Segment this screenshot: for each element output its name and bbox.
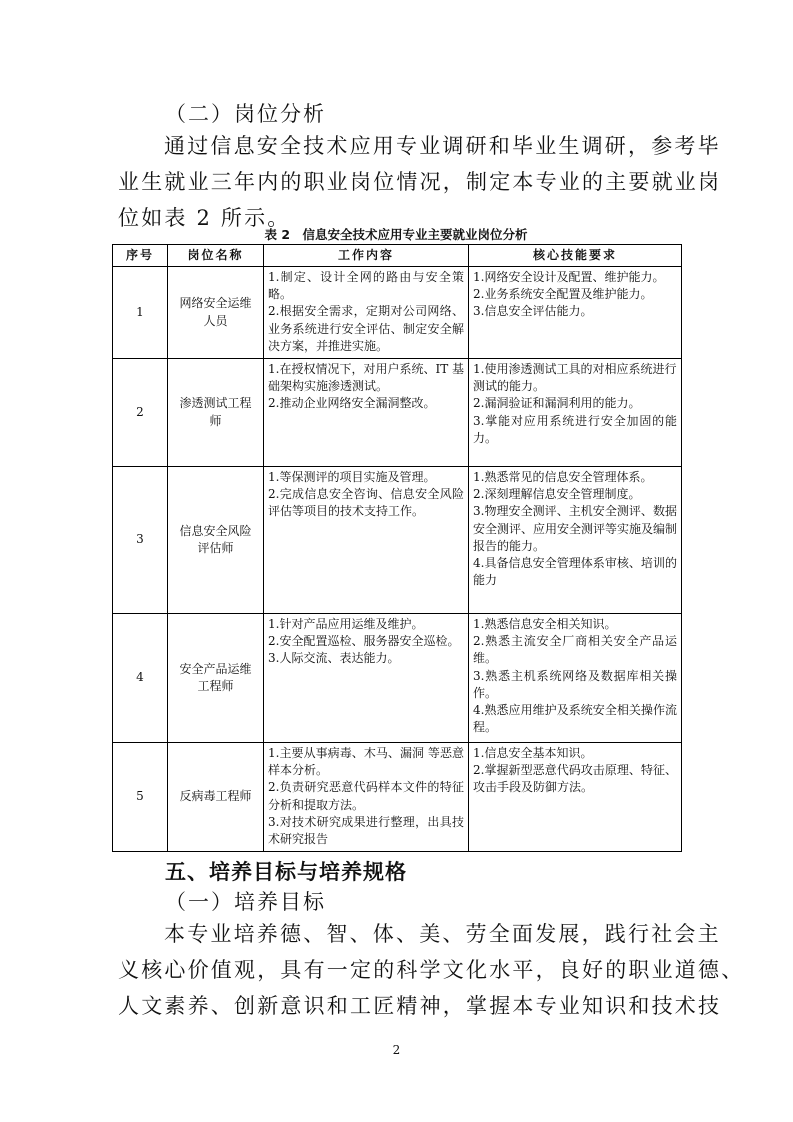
cell-work: [264, 743, 469, 852]
cell-no: 3: [113, 467, 168, 614]
cell-name: 渗透测试工程师: [168, 359, 264, 467]
work-item: 2.根据安全需求，定期对公司网络、业务系统进行安全评估、制定安全解决方案，并推进实施。: [268, 304, 464, 353]
skill-item: 2.熟悉主流安全厂商相关安全产品运维。: [473, 634, 677, 666]
skill-item: 1.熟悉常见的信息安全管理体系。: [473, 470, 653, 484]
cell-no: 1: [113, 267, 168, 359]
work-item: 2.负责研究恶意代码样本文件的特征分析和提取方法。: [268, 780, 464, 812]
skill-item: 测试的能力。: [473, 379, 546, 394]
table-header-row: [113, 245, 682, 267]
header-work: 工作内容: [264, 245, 469, 267]
skill-item: 2.掌握新型恶意代码攻击原理、特征、攻击手段及防御方法。: [473, 763, 677, 795]
skill-item: 3.物理安全测评、主机安全测评、数据安全测评、应用安全测评等实施及编制报告的能力。: [473, 504, 678, 553]
cell-no: 4: [113, 614, 168, 743]
intro-line: 业生就业三年内的职业岗位情况，制定本专业的主要就业岗: [118, 170, 722, 194]
cell-skills: [469, 467, 682, 614]
intro-paragraph: [118, 128, 722, 236]
work-item: 1.在授权情况下，对用户系统、IT 基础架构实施渗透测试。: [268, 362, 465, 394]
goal-line: 本专业培养德、智、体、美、劳全面发展，践行社会主: [164, 922, 721, 946]
cell-skills: [469, 267, 682, 359]
skill-item: 4.具备信息安全管理体系审核、培训的能力: [473, 556, 677, 588]
cell-work: [264, 267, 469, 359]
table-row: [113, 359, 682, 467]
work-item: 1.针对产品应用运维及维护。: [268, 617, 424, 631]
cell-skills: [469, 359, 682, 467]
table-row: [113, 467, 682, 614]
work-item: 1.制定、设计全网的路由与安全策略。: [268, 270, 464, 302]
skill-item: 1.熟悉信息安全相关知识。: [473, 617, 617, 631]
work-item: 1.主要从事病毒、木马、漏洞 等恶意样本分析。: [268, 746, 464, 778]
cell-work: [264, 467, 469, 614]
cell-work: [264, 359, 469, 467]
goal-line: 义核心价值观，具有一定的科学文化水平，良好的职业道德、: [118, 958, 745, 982]
cell-skills: [469, 614, 682, 743]
table-caption: 表 2 信息安全技术应用专业主要就业岗位分析: [264, 227, 528, 242]
work-item: 1.等保测评的项目实施及管理。: [268, 470, 436, 484]
skill-item: 2.漏洞验证和漏洞利用的能力。: [473, 396, 641, 411]
work-item: 3.人际交流、表达能力。: [268, 651, 400, 666]
cell-name: 反病毒工程师: [168, 743, 264, 852]
skill-item: 2.业务系统安全配置及维护能力。: [473, 287, 653, 302]
skill-item: 3.熟悉主机系统网络及数据库相关操作。: [473, 668, 677, 700]
goal-paragraph: [118, 916, 745, 1024]
skill-item: 3.掌能对应用系统进行安全加固的能力。: [473, 413, 677, 445]
skill-item: 3.信息安全评估能力。: [473, 304, 593, 319]
work-item: 3.对技术研究成果进行整理，出具技术研究报告: [268, 814, 464, 847]
intro-line: 位如表 2 所示。: [118, 206, 291, 230]
cell-no: 2: [113, 359, 168, 467]
table-row: [113, 614, 682, 743]
skill-item: 2.深刻理解信息安全管理制度。: [473, 487, 641, 502]
sub-heading: （一）培养目标: [165, 890, 326, 914]
header-skills: 核心技能要求: [469, 245, 682, 267]
section-heading: 五、培养目标与培养规格: [165, 859, 407, 884]
table-row: [113, 743, 682, 852]
heading-job-analysis: （二）岗位分析: [165, 102, 326, 126]
intro-line: 通过信息安全技术应用专业调研和毕业生调研，参考毕: [164, 134, 721, 158]
work-item: 2.完成信息安全咨询、信息安全风险评估等项目的技术支持工作。: [268, 487, 464, 519]
skill-item: 1.信息安全基本知识。: [473, 746, 593, 760]
page-number: 2: [392, 1043, 401, 1057]
skill-item: 4.熟悉应用维护及系统安全相关操作流程。: [473, 703, 677, 735]
cell-no: 5: [113, 743, 168, 852]
skill-item: 1.网络安全设计及配置、维护能力。: [473, 270, 665, 284]
cell-name: 网络安全运维人员: [168, 267, 264, 359]
table-row: [113, 267, 682, 359]
cell-work: [264, 614, 469, 743]
header-no: 序号: [113, 245, 168, 267]
goal-line: 人文素养、创新意识和工匠精神，掌握本专业知识和技术技: [118, 994, 722, 1018]
work-item: 2.安全配置巡检、服务器安全巡检。: [268, 634, 460, 649]
job-analysis-table: [112, 244, 682, 852]
work-item: 2.推动企业网络安全漏洞整改。: [268, 396, 436, 411]
skill-item: 1.使用渗透测试工具的对相应系统进行: [473, 362, 677, 376]
cell-skills: [469, 743, 682, 852]
cell-name: 安全产品运维工程师: [168, 614, 264, 743]
header-name: 岗位名称: [168, 245, 264, 267]
cell-name: 信息安全风险评估师: [168, 467, 264, 614]
